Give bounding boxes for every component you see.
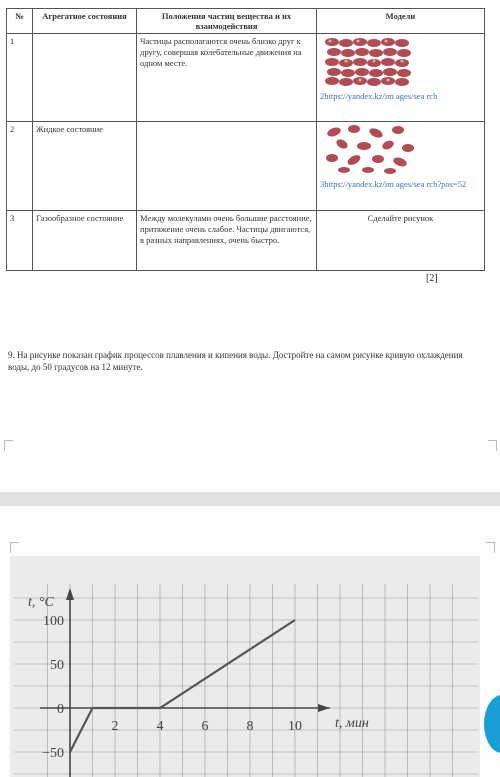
row-description	[137, 122, 317, 211]
page-gap	[0, 492, 500, 506]
x-tick-label: 8	[246, 719, 254, 734]
y-tick-label: 0	[57, 702, 64, 717]
aggregate-states-table	[6, 8, 485, 271]
table-row	[7, 211, 485, 271]
row-number: 2	[7, 122, 33, 211]
solid-model-image	[324, 36, 416, 86]
chart-ticks	[42, 614, 302, 761]
solid-model-link[interactable]: 2https://yandex.kz/im ages/sea rch	[320, 91, 438, 101]
x-tick-label: 4	[156, 719, 164, 734]
table-header-row	[7, 9, 485, 34]
melting-boiling-chart	[0, 556, 500, 777]
y-tick-label: 100	[43, 614, 64, 629]
row-number: 3	[7, 211, 33, 271]
row-state	[33, 34, 137, 122]
header-particles: Положения частиц вещества и их взаимодействия	[137, 9, 317, 34]
table-row	[7, 122, 485, 211]
y-tick-label: 50	[50, 658, 64, 673]
page-corner-mark	[488, 440, 497, 451]
y-axis-label: t, °C	[28, 595, 54, 610]
row-model	[317, 122, 485, 211]
row-number: 1	[7, 34, 33, 122]
score-label: [2]	[426, 273, 438, 284]
task-text: 9. На рисунке показан график процессов плавления и кипения воды. Достройте на самом рисунке кривую охлаждения воды, до 50 градусов на 12 минуте.	[8, 350, 463, 372]
x-tick-label: 10	[288, 719, 302, 734]
chart-grid	[14, 584, 478, 777]
page-corner-mark	[486, 542, 495, 553]
row-model	[317, 34, 485, 122]
y-axis-arrow	[66, 588, 74, 600]
page-corner-mark	[10, 542, 19, 553]
chart-axes	[40, 588, 330, 777]
liquid-model-image	[324, 124, 416, 174]
y-tick-label: −50	[42, 746, 64, 761]
liquid-model-link[interactable]: 3https://yandex.kz/im ages/sea rch?pos=52	[320, 179, 467, 189]
header-models: Модели	[317, 9, 485, 34]
row-state: Газообразное состояние	[33, 211, 137, 271]
x-tick-label: 6	[201, 719, 209, 734]
row-description: Между молекулами очень большие расстояние, притяжение очень слабое. Частицы двигаются, в разных направлениях, очень быстро.	[137, 211, 317, 271]
table-row	[7, 34, 485, 122]
page-corner-mark	[4, 440, 13, 451]
row-state: Жидкое состояние	[33, 122, 137, 211]
x-axis-label: t, мин	[335, 716, 369, 731]
x-axis-arrow	[318, 704, 330, 712]
header-state: Агрегатное состояния	[33, 9, 137, 34]
row-description: Частицы располагаются очень близко друг к другу, совершая колебательные движения на одном месте.	[137, 34, 317, 122]
row-model-instruction: Сделайте рисунок	[317, 211, 485, 271]
header-number: №	[7, 9, 33, 34]
x-tick-label: 2	[111, 719, 119, 734]
